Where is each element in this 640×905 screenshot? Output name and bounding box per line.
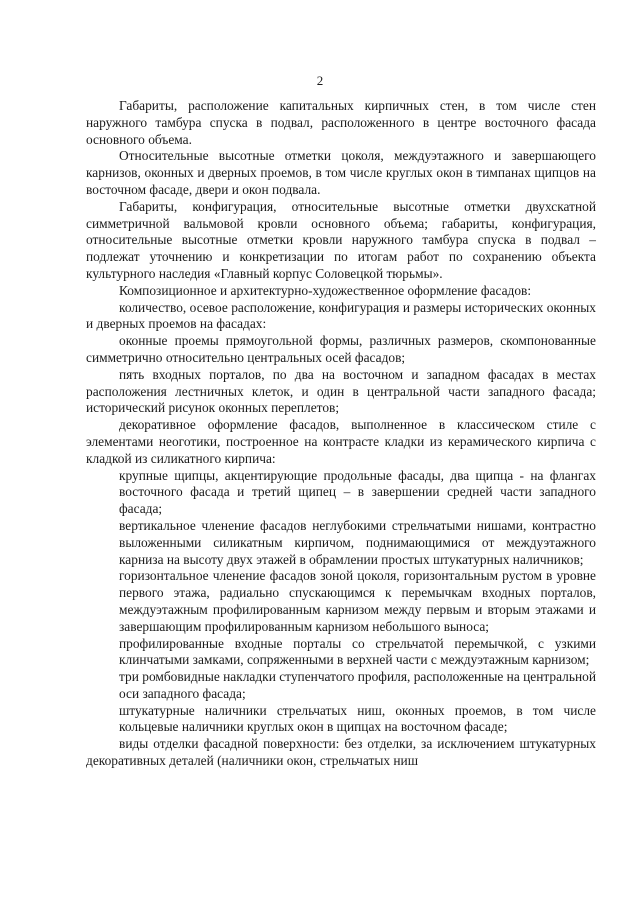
list-item-vertical-division: вертикальное членение фасадов неглубокими стрельчатыми нишами, контрастно выложенными силикатным кирпичом, поднимающимися от междуэтажного карниза на высоту двух этажей в обрамлении простых штукатурных наличников; — [119, 517, 596, 567]
paragraph-finish-types: виды отделки фасадной поверхности: без отделки, за исключением штукатурных декоративных деталей (наличники окон, стрельчатых ниш — [86, 736, 596, 769]
list-item-plaster-trims: штукатурные наличники стрельчатых ниш, оконных проемов, в том числе кольцевые наличники круглых окон в щипцах на восточном фасаде; — [119, 702, 596, 735]
paragraph-roof: Габариты, конфигурация, относительные высотные отметки двухскатной симметричной вальмовой кровли основного объема; габариты, конфигурация, относительные высотные отметки кровли наружного тамбура спуска в подвал – подлежат уточнению и конкретизации по итогам работ по сохранению объекта культурного наследия «Главный корпус Соловецкой тюрьмы». — [86, 198, 596, 281]
paragraph-facade-heading: Композиционное и архитектурно-художественное оформление фасадов: — [119, 282, 532, 298]
paragraph-openings: количество, осевое расположение, конфигурация и размеры исторических оконных и дверных проемов на фасадах: — [86, 299, 596, 332]
list-item-gables: крупные щипцы, акцентирующие продольные фасады, два щипца - на флангах восточного фасада и третий щипец – в завершении средней части западного фасада; — [119, 467, 596, 517]
list-item-horizontal-division: горизонтальное членение фасадов зоной цоколя, горизонтальным рустом в уровне первого этажа, радиально спускающимся к перемычкам входных порталов, междуэтажным профилированным карнизом между первым и вторым этажами и завершающим профилированным карнизом небольшого выноса; — [119, 568, 596, 634]
paragraph-portals: пять входных порталов, по два на восточном и западном фасадах в местах расположения лестничных клеток, и один в центральной части западного фасада; исторический рисунок оконных переплетов; — [86, 366, 596, 416]
paragraph-windows: оконные проемы прямоугольной формы, различных размеров, скомпонованные симметрично относительно центральных осей фасадов; — [86, 333, 596, 365]
document-body — [86, 98, 596, 770]
paragraph-decoration: декоративное оформление фасадов, выполненное в классическом стиле с элементами неоготики, построенное на контрасте кладки из керамического кирпича с кладкой из силикатного кирпича: — [86, 417, 596, 466]
list-item-rhomboid-overlays: три ромбовидные накладки ступенчатого профиля, расположенные на центральной оси западного фасада; — [119, 669, 596, 701]
list-item-entrance-portals: профилированные входные порталы со стрельчатой перемычкой, с узкими клинчатыми замками, сопряженными в верхней части с междуэтажным карнизом; — [119, 635, 596, 668]
paragraph-height-marks: Относительные высотные отметки цоколя, междуэтажного и завершающего карнизов, оконных и дверных проемов, в том числе круглых окон в тимпанах щипцов на восточном фасаде, двери и окон подвала. — [86, 148, 596, 197]
page-number: 2 — [316, 73, 324, 88]
paragraph-walls: Габариты, расположение капитальных кирпичных стен, в том числе стен наружного тамбура спуска в подвал, расположенного в центре восточного фасада основного объема. — [86, 98, 596, 147]
